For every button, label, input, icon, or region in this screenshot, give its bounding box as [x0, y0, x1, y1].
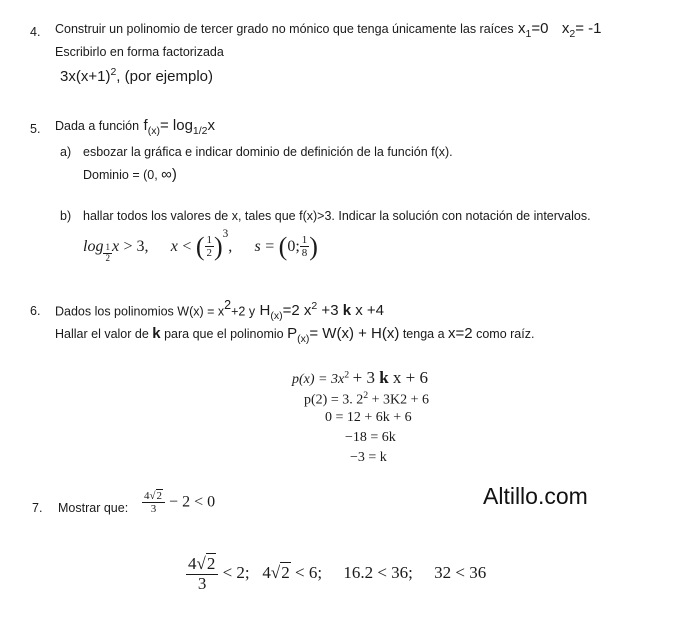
q5-b-solution: log $\frac{1}{2}$ x > 3, x < ( $\frac{1}{2}$ )$^3$, s = (0; $\frac{1}{8}$ )	[83, 228, 318, 263]
q6-line1: Dados los polinomios $W(x) = x^2+2$ y $H_{(x)}=2$ $x^2 +3$ k x +4	[55, 298, 384, 323]
q7-intro: Mostrar que:	[58, 501, 129, 515]
q6-p-poly: $P_{(x)}= W(x) + H(x)$	[287, 325, 400, 345]
q6-step-5: −3 = k	[350, 450, 387, 465]
q4-line1	[55, 20, 601, 40]
q5-number: 5.	[30, 122, 41, 136]
q4-text: Construir un polinomio de tercer grado no mónico que tenga únicamente las raíces	[55, 22, 514, 36]
q6-number: 6.	[30, 304, 41, 318]
q6-step-1: $p(x) = 3x^2 + 3$ k x + 6	[292, 368, 429, 387]
q7-number: 7.	[32, 501, 43, 515]
q5-a-answer: Dominio = (0, ∞)	[83, 166, 177, 183]
q5-a-text: esbozar la gráfica e indicar dominio de definición de la función f(x).	[83, 145, 453, 159]
q6-step-4: −18 = 6k	[345, 430, 396, 445]
q5-b-label: b)	[60, 209, 72, 223]
q7-solution: $\frac{4√2}{3}$ < 2; 4√2 < 6; 16.2 < 36; 32 < 36	[188, 554, 487, 593]
q7-expression: $\frac{4√2}{3}$ − 2 < 0	[144, 490, 216, 516]
q4-number: 4.	[30, 25, 41, 39]
q4-root1: $x_1=0$	[518, 20, 549, 40]
q5-line1: Dada a función $f_{(x)}= \log_{1/2}x$	[55, 117, 216, 137]
q6-h-poly: $H_{(x)}=2$ $x^2 +3$ k x +4	[259, 300, 384, 323]
q5-a-label: a)	[60, 145, 72, 159]
q4-answer: $3x(x+1)^2$, (por ejemplo)	[60, 66, 213, 85]
q6-line2: Hallar el valor de k para que el polinomio $P_{(x)}= W(x) + H(x)$ tenga a x=2 como raíz.	[55, 325, 535, 345]
q6-step-3: 0 = 12 + 6k + 6	[325, 410, 412, 425]
q5-b-text: hallar todos los valores de x, tales que f(x)>3. Indicar la solución con notación de intervalos.	[83, 209, 591, 223]
q4-line2: Escribirlo en forma factorizada	[55, 45, 224, 59]
brand-watermark: Altillo.com	[483, 483, 588, 509]
q4-root2: $x_2= -1$	[561, 20, 602, 40]
q6-step-2: p(2) = 3. $2^2 + 3K2 + 6$	[304, 390, 430, 408]
q5-function: $f_{(x)}= \log_{1/2}x$	[143, 117, 216, 137]
